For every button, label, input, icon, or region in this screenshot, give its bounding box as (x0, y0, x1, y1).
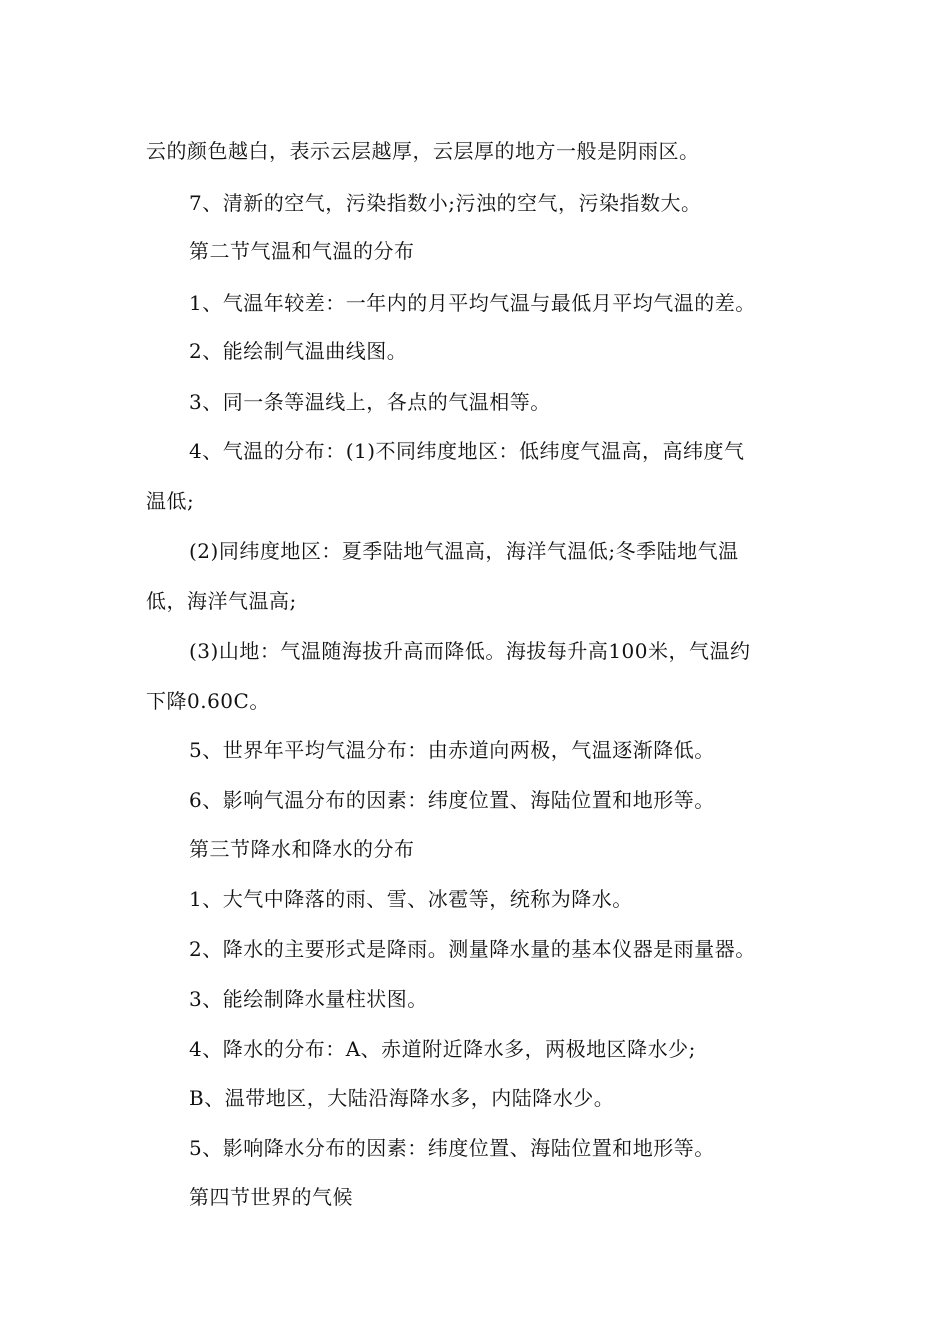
text-line: 2、降水的主要形式是降雨。测量降水量的基本仪器是雨量器。 (189, 937, 756, 961)
text-line: 云的颜色越白，表示云层越厚，云层厚的地方一般是阴雨区。 (146, 139, 700, 163)
text-line: 1、大气中降落的雨、雪、冰雹等，统称为降水。 (189, 887, 633, 911)
text-line: 6、影响气温分布的因素：纬度位置、海陆位置和地形等。 (189, 788, 715, 812)
text-line: 2、能绘制气温曲线图。 (189, 339, 408, 363)
text-line: (2)同纬度地区：夏季陆地气温高，海洋气温低;冬季陆地气温 (189, 539, 739, 563)
text-line: 温低; (146, 489, 195, 513)
text-line: 4、降水的分布：A、赤道附近降水多，两极地区降水少; (189, 1037, 696, 1061)
text-line: (3)山地：气温随海拔升高而降低。海拔每升高100米，气温约 (189, 639, 751, 663)
section-heading: 第二节气温和气温的分布 (189, 239, 415, 263)
text-line: 4、气温的分布：(1)不同纬度地区：低纬度气温高，高纬度气 (189, 439, 745, 463)
text-line: 5、影响降水分布的因素：纬度位置、海陆位置和地形等。 (189, 1136, 715, 1160)
text-line: 下降0.60C。 (146, 689, 270, 713)
section-heading: 第四节世界的气候 (189, 1185, 353, 1209)
text-line: 5、世界年平均气温分布：由赤道向两极，气温逐渐降低。 (189, 738, 715, 762)
text-line: 7、清新的空气，污染指数小;污浊的空气，污染指数大。 (189, 191, 702, 215)
text-line: B、温带地区，大陆沿海降水多，内陆降水少。 (189, 1086, 615, 1110)
text-line: 3、同一条等温线上，各点的气温相等。 (189, 390, 551, 414)
text-line: 1、气温年较差：一年内的月平均气温与最低月平均气温的差。 (189, 291, 756, 315)
section-heading: 第三节降水和降水的分布 (189, 837, 415, 861)
text-line: 低，海洋气温高; (146, 589, 297, 613)
text-line: 3、能绘制降水量柱状图。 (189, 987, 428, 1011)
